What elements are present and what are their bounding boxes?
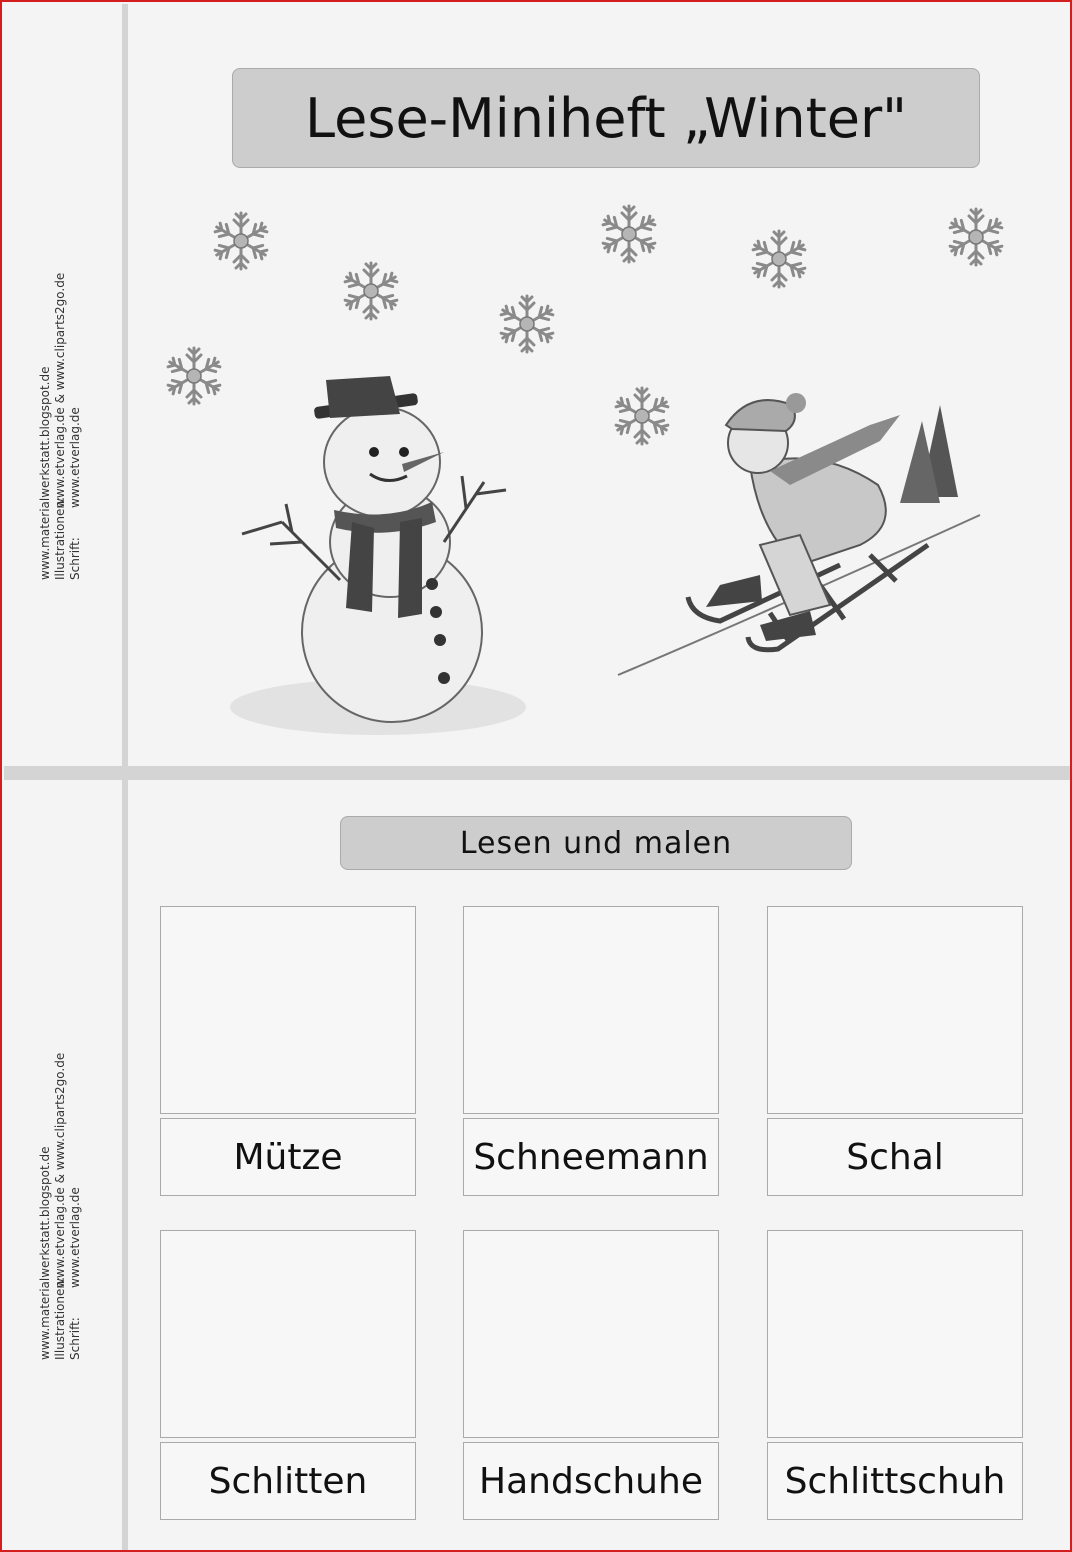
card-word: Schlitten xyxy=(160,1442,416,1520)
sledding-child-illustration xyxy=(610,385,990,685)
snowflake-icon xyxy=(745,225,813,293)
card-word: Schlittschuh xyxy=(767,1442,1023,1520)
drawing-area[interactable] xyxy=(160,1230,416,1438)
drawing-card xyxy=(160,906,416,1196)
drawing-area[interactable] xyxy=(767,1230,1023,1438)
card-word: Handschuhe xyxy=(463,1442,719,1520)
snowflake-icon xyxy=(337,257,405,325)
drawing-area[interactable] xyxy=(767,906,1023,1114)
drawing-area[interactable] xyxy=(463,1230,719,1438)
snowflake-icon xyxy=(207,207,275,275)
credits-illus-value: www.etverlag.de & www.cliparts2go.de xyxy=(53,272,67,508)
drawing-area[interactable] xyxy=(463,906,719,1114)
drawing-card xyxy=(463,1230,719,1520)
drawing-area[interactable] xyxy=(160,906,416,1114)
snowflake-icon xyxy=(595,200,663,268)
drawing-card xyxy=(160,1230,416,1520)
credits-font-value: www.etverlag.de xyxy=(68,1187,82,1288)
card-word: Schneemann xyxy=(463,1118,719,1196)
card-word: Mütze xyxy=(160,1118,416,1196)
credits-font-label: Schrift: xyxy=(68,537,82,580)
credits-font-label: Schrift: xyxy=(68,1317,82,1360)
credits-illus-value: www.etverlag.de & www.cliparts2go.de xyxy=(53,1052,67,1288)
credits-font-value: www.etverlag.de xyxy=(68,407,82,508)
credits-illus-label: Illustrationen: xyxy=(53,1276,67,1360)
fold-line-horizontal xyxy=(4,766,1070,780)
section-title xyxy=(340,816,852,870)
snowflake-icon xyxy=(160,342,228,410)
page-title xyxy=(232,68,980,168)
snowflake-icon xyxy=(942,203,1010,271)
drawing-card xyxy=(767,906,1023,1196)
credits-website: www.materialwerkstatt.blogspot.de xyxy=(38,366,52,580)
snowman-illustration xyxy=(222,372,534,744)
credits-illus-label: Illustrationen: xyxy=(53,496,67,580)
credits-website: www.materialwerkstatt.blogspot.de xyxy=(38,1146,52,1360)
drawing-card xyxy=(463,906,719,1196)
drawing-card xyxy=(767,1230,1023,1520)
section-title-text: Lesen und malen xyxy=(459,825,733,861)
snowflake-icon xyxy=(493,290,561,358)
page-title-text: Lese-Miniheft „Winter" xyxy=(304,86,908,150)
card-word: Schal xyxy=(767,1118,1023,1196)
